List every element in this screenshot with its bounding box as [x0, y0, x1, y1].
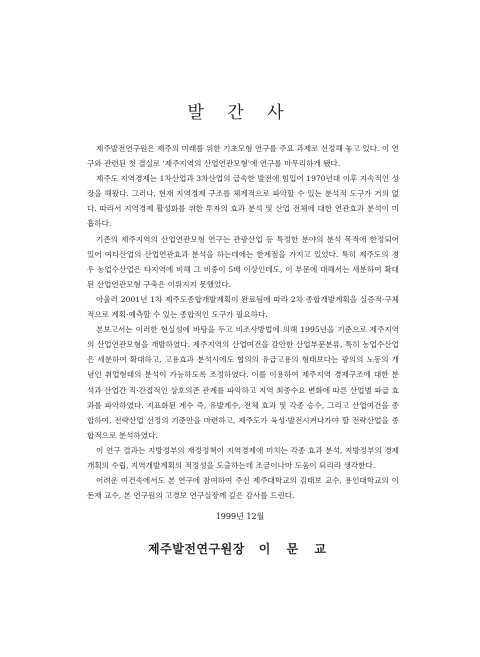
paragraph-7: 어려운 여건속에서도 본 연구에 참여하여 주신 제주대학교의 김태보 교수, 용인대학교의 이돈재 교수, 본 연구원의 고경보 연구실장께 깊은 감사를 드린다.	[87, 476, 399, 501]
paragraph-4: 아울러 2001년 1차 제주도종합개발계획이 완료됨에 따라 2차 종합개발계획을 실증적·구체적으로 계획·예측할 수 있는 종합적인 도구가 필요하다.	[87, 294, 399, 320]
signature-block	[0, 540, 480, 557]
preface-body	[87, 141, 399, 503]
page-title: 발 간 사	[187, 103, 293, 123]
signature-name: 이 문 교	[258, 542, 332, 556]
publication-date: 1999년 12월	[215, 512, 265, 521]
signature-title: 제주발전연구원장	[148, 542, 245, 556]
paragraph-6: 이 연구 결과는 지방정부의 재정정책이 지역경제에 미치는 각종 효과 분석, 지방정부의 경제개획의 수립, 지역개발계획의 적정성을 도출하는데 조금이나마 도움이 되리라 생각한다.	[87, 445, 399, 470]
paragraph-1: 제주발전연구원은 제주의 미래를 위한 기초모형 연구를 주요 과제로 선정해 놓고 있다. 이 연구와 관련된 첫 결실로 '제주지역의 산업연관모형'에 연구를 마무리하게 됐다.	[87, 144, 399, 169]
paragraph-5: 본보고서는 이러한 현실성에 바탕을 두고 비조사방법에 의해 1995년을 기준으로 제주지역의 산업연관모형을 개발하였다. 제주지역의 산업여건을 감안한 산업부문분류, 특히 농업수산업은 세분하여 확대하고, 고용효과 분석시에도 협의의 유급고용의 형태보다는 광의의 노동의 개념인 취업형태의 분석이 가능하도록 조정하였다. 이를 이용하여 제주지역 경제구조에 대한 분석과 산업간 직·간접적인 상호의존 관계를 파악하고 지역 최종수요 변화에 따른 산업별 파급 효과를 파악하였다. 지표화된 계수 즉, 유발계수, 전체 효과 및 각종 승수, 그리고 산업여건을 종합하여, 전략산업 선정의 기준안을 마련하고, 제주도가 육성·발전시켜나가야 할 전략산업을 종합적으로 분석하였다.	[87, 325, 399, 440]
paragraph-2: 제주도 지역경제는 1차산업과 3차산업의 급속한 발전에 힘입어 1970년대 이후 지속적인 성장을 해왔다. 그러나, 현재 지역경제 구조를 체계적으로 파악할 수 있는 분석적 도구가 거의 없다. 따라서 지역경제 활성화를 위한 투자의 효과 분석 및 산업 전체에 대한 연관효과 분석이 미흡하다.	[87, 174, 399, 229]
paragraph-3: 기존의 제주지역의 산업연관모형 연구는 관광산업 등 특정한 분야의 분석 목적에 한정되어 있어 여타산업의 산업연관효과 분석을 하는데에는 한계점을 가지고 있었다. 특히 제주도의 경우 농업수산업은 타지역에 비해 그 비중이 5배 이상인데도, 이 부문에 대해서는 세분하여 확대된 산업연관모형 구축은 이뤄지지 못했었다.	[87, 234, 399, 289]
